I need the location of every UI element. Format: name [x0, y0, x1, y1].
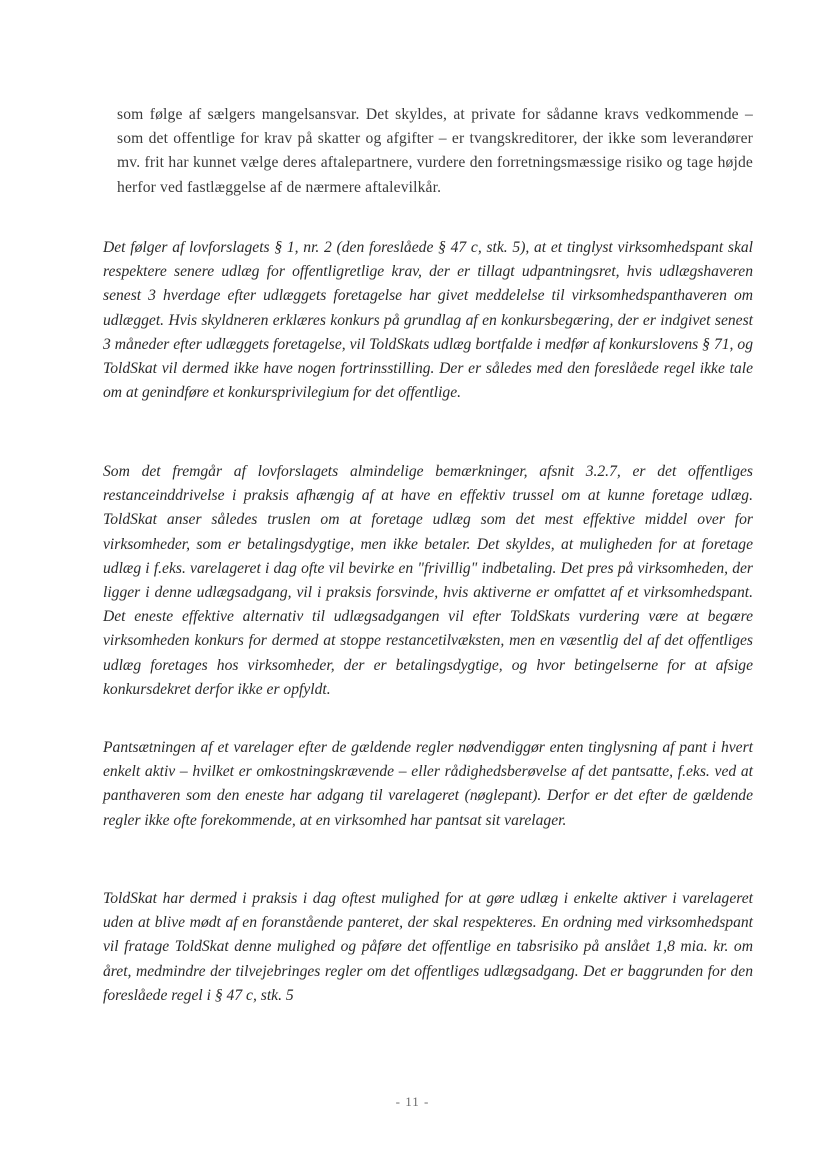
page-number: - 11 - — [395, 1094, 430, 1109]
paragraph-1: som følge af sælgers mangelsansvar. Det skyldes, at private for sådanne kravs vedkommende – som det offentlige for krav på skatter og afgifter – er tvangskreditorer, der ikke som leverandører mv. frit har kunnet vælge deres aftalepartnere, vurdere den forretningsmæssige risiko og tage højde herfor ved fastlæggelse af de nærmere aftalevilkår. — [117, 106, 753, 196]
paragraph-2: Det følger af lovforslagets § 1, nr. 2 (den foreslåede § 47 c, stk. 5), at et tinglyst virksomhedspant skal respektere senere udlæg for offentligretlige krav, der er tillagt udpantningsret, hvis udlægshaveren senest 3 hverdage efter udlæggets foretagelse har givet meddelelse til virksomhedspanthaveren om udlægget. Hvis skyldneren erklæres konkurs på grundlag af en konkursbegæring, der er indgivet senest 3 måneder efter udlæggets foretagelse, vil ToldSkats udlæg bortfalde i medfør af konkurslovens § 71, og ToldSkat vil dermed ikke have nogen fortrinsstilling. Der er således med den foreslåede regel ikke tale om at genindføre et konkursprivilegium for det offentlige. — [103, 239, 753, 402]
paragraph-3: Som det fremgår af lovforslagets almindelige bemærkninger, afsnit 3.2.7, er det offentliges restanceinddrivelse i praksis afhængig af at have en effektiv trussel om at kunne foretage udlæg. ToldSkat anser således truslen om at foretage udlæg som det mest effektive middel over for virksomheder, som er betalingsdygtige, men ikke betaler. Det skyldes, at muligheden for at foretage udlæg i f.eks. varelageret i dag ofte vil bevirke en "frivillig" indbetaling. Det pres på virksomheden, der ligger i denne udlægsadgang, vil i praksis forsvinde, hvis aktiverne er omfattet af et virksomhedspant. Det eneste effektive alternativ til udlægsadgangen vil efter ToldSkats vurdering være at begære virksomheden konkurs for dermed at stoppe restancetilvæksten, men en væsentlig del af det offentliges udlæg foretages hos virksomheder, der er betalingsdygtige, og hvor betingelserne for at afsige konkursdekret derfor ikke er opfyldt. — [103, 463, 753, 698]
paragraph-4: Pantsætningen af et varelager efter de gældende regler nødvendiggør enten tinglysning af pant i hvert enkelt aktiv – hvilket er omkostningskrævende – eller rådighedsberøvelse af det pantsatte, f.eks. ved at panthaveren som den eneste har adgang til varelageret (nøglepant). Derfor er det efter de gældende regler ikke ofte forekommende, at en virksomhed har pantsat sit varelager. — [103, 739, 753, 829]
paragraph-5: ToldSkat har dermed i praksis i dag oftest mulighed for at gøre udlæg i enkelte aktiver i varelageret uden at blive mødt af en foranstående panteret, der skal respekteres. En ordning med virksomhedspant vil fratage ToldSkat denne mulighed og påføre det offentlige en tabsrisiko på anslået 1,8 mia. kr. om året, medmindre der tilvejebringes regler om det offentliges udlægsadgang. Det er baggrunden for den foreslåede regel i § 47 c, stk. 5 — [103, 890, 753, 1004]
